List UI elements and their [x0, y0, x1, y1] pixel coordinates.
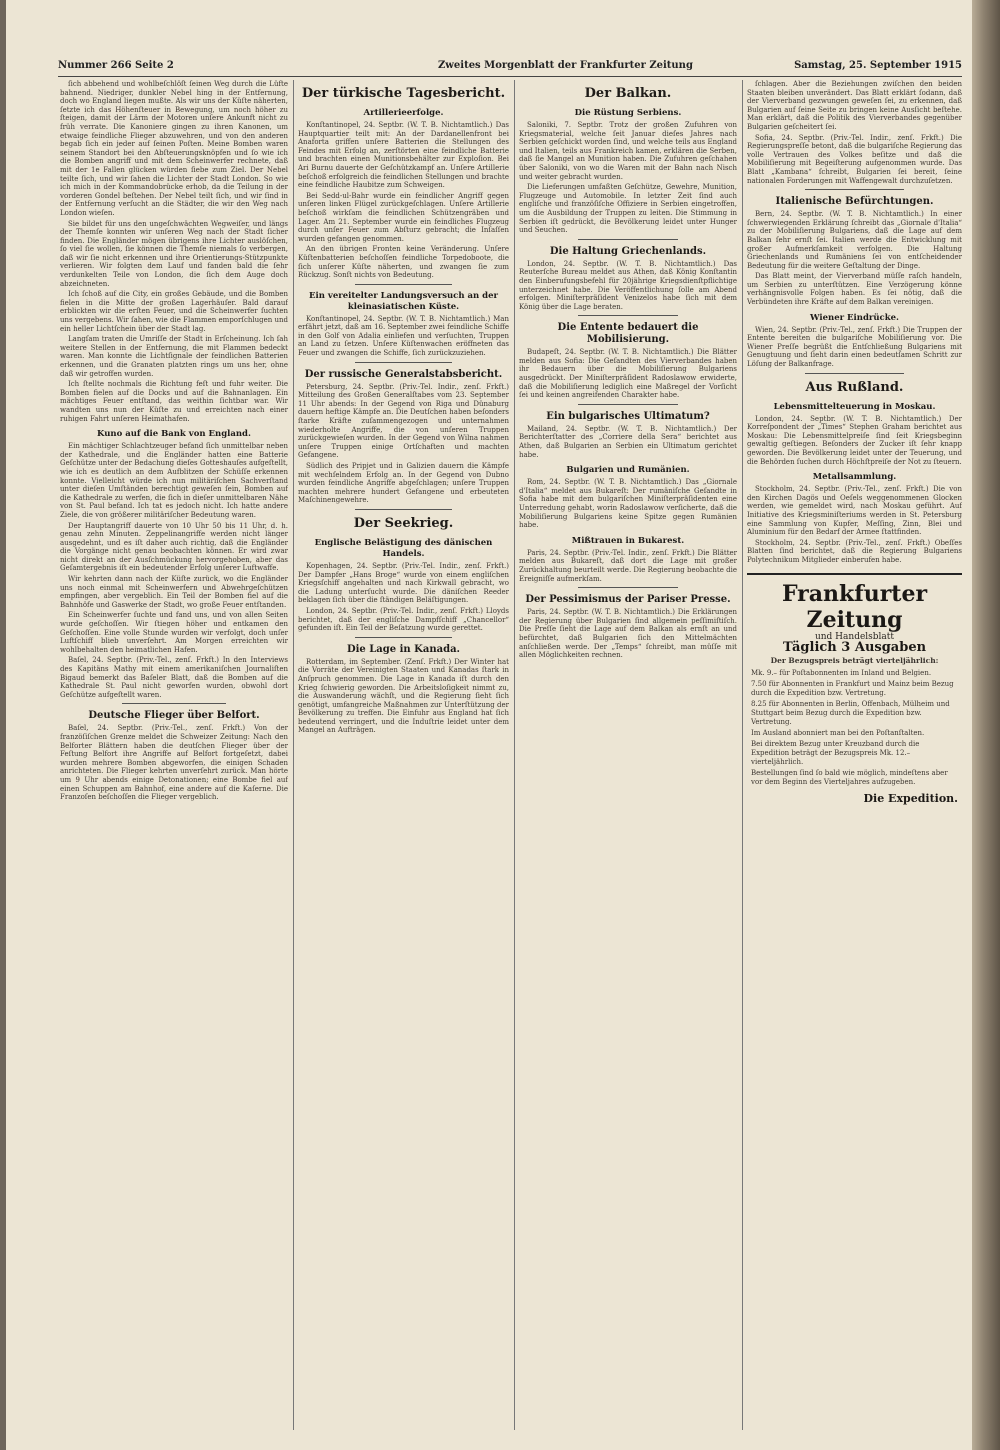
article-paragraph: Rom, 24. Septbr. (W. T. B. Nichtamtlich.) Das „Giornale d'Italia“ meldet aus Bukareſt: Der rumäniſche Geſandte in Sofia habe mit dem bulgariſchen Miniſterpräſidenten eine Unterredung gehabt, worin Radoslawow verſicherte, daß die Mobiliſierung Bulgariens keine Spitze gegen Rumänien habe.	[519, 478, 737, 530]
article-headline: Der Seekrieg.	[353, 515, 454, 531]
newspaper-issue-title: Zweites Morgenblatt der Frankfurter Zeitung	[438, 60, 693, 71]
divider	[578, 587, 678, 588]
divider	[355, 362, 452, 363]
divider	[805, 373, 904, 374]
article-headline: Die Entente bedauert die Mobilisierung.	[557, 322, 699, 346]
divider	[578, 315, 678, 316]
subscription-advert	[747, 573, 962, 804]
column-rule	[514, 80, 515, 1430]
price-list	[747, 669, 962, 787]
article-paragraph: Petersburg, 24. Septbr. (Priv.-Tel. Indir., zenſ. Frkft.) Mitteilung des Großen Generalſtabes vom 23. September 11 Uhr abends: In der Gegend von Riga und Dünaburg dauern heftige Kämpfe an. Die Deutſchen haben beſonders ſtarke Kräfte zuſammengezogen und unternahmen wiederholte Angriffe, die von unſeren Truppen zurückgewieſen wurden. In der Gegend von Wilna nahmen unſere Truppen einige Ortſchaften und machten Gefangene.	[298, 382, 509, 460]
divider	[355, 509, 452, 510]
article-paragraph: Saloniki, 7. Septbr. Trotz der großen Zufuhren von Kriegsmaterial, welche ſeit Januar dieſes Jahres nach Serbien geſchickt worden ſind, und welche teils aus England und Italien, teils aus Frankreich kamen, erklären die Serben, daß ſie Mangel an Munition haben. Die Zufuhren geſchahen über Saloniki, von wo die Waren mit der Bahn nach Nisch und weiter gebracht wurden.	[519, 121, 737, 181]
article-paragraph: Budapeſt, 24. Septbr. (W. T. B. Nichtamtlich.) Die Blätter melden aus Sofia: Die Geſandten des Vierverbandes haben ihr Bedauern über die Mobiliſierung Bulgariens ausgedrückt. Der Miniſterpräſident Radoslawow erwiderte, daß die Mobiliſierung lediglich eine Maßregel der Vorſicht ſei und keinen angreifenden Charakter habe.	[519, 348, 737, 400]
article-paragraph: Südlich des Pripjet und in Galizien dauern die Kämpfe mit wechſelndem Erfolg an. In der Gegend von Dubno wurden feindliche Angriffe abgeſchlagen; unſere Truppen machten mehrere hundert Gefangene und erbeuteten Maſchinengewehre.	[298, 462, 509, 505]
price-item: 7.50 für Abonnenten in Frankfurt und Mainz beim Bezug durch die Expedition bzw. Vertretung.	[751, 680, 954, 698]
article-paragraph: Das Blatt meint, der Vierverband müſſe raſch handeln, um Serbien zu unterſtützen. Eine Verzögerung könne verhängnisvolle Folgen haben. Es ſei nötig, daß die Verbündeten ihre Kräfte auf dem Balkan vereinigen.	[747, 272, 962, 307]
article-paragraph: Baſel, 24. Septbr. (Priv.-Tel., zenſ. Frkft.) Von der franzöſiſchen Grenze meldet die Schweizer Zeitung: Nach den Belforter Blättern haben die deutſchen Flieger über der Feſtung Belfort ihre Angriffe auf Belfort fortgeſetzt, dabei wurden mehrere Bomben abgeworfen, die einigen Schaden anrichteten. Die Flieger kehrten unverſehrt zurück. Man hörte um 9 Uhr abends einige Detonationen; eine Bombe fiel auf einen Schuppen am Bahnhof, eine andere auf die Kaſerne. Die Franzoſen beſchoſſen die Flieger vergeblich.	[60, 724, 288, 802]
column-rule	[742, 80, 743, 1430]
article-headline: Aus Rußland.	[805, 379, 904, 395]
article-paragraph: ſich abbehend und wohlbeſchlöſt ſeinen Weg durch die Lüfte bahnend. Niedriger, dunkler Nebel hing in der Entfernung, doch wo England liegen mußte. Als wir uns der Küſte näherten, ſetzte ich das Höhenſteuer in Bewegung, um noch höher zu ſteigen, damit der Lärm der Motoren unſere Ankunft nicht zu früh verrate. Die Kanoniere gingen zu ihren Kanonen, um etwaige feindliche Flieger abzuwehren, und von den anderen begab ſich ein jeder auf ſeinen Poſten. Meine Bomben waren seinem Standort bei den Abſteuerungsknöpfen und ſo wie ich die Bomben angriff und mit dem Scheinwerfer rechnete, daß mit der 1e Fallen glücken würden ſiebe zum Ziel. Der Nebel teilte ſich, und wir ſahen die Lichter der Stadt London. So wie ich mich in der Kommandobrücke erhob, da die Teilung in der vorderen Gondel beſtehen. Der Nebel teilt ſich, und wir ſind in der Entfernung verſucht an die Städter, die wir den Weg nach London wieſen.	[60, 80, 288, 217]
column-1	[60, 80, 288, 1430]
book-spine	[972, 0, 1000, 1450]
article-paragraph: Ein Scheinwerfer ſuchte und fand uns, und von allen Seiten wurde geſchoſſen. Wir ſtiegen höher und entkamen den Geſchoſſen. Eine volle Stunde wurden wir verfolgt, doch unſer Luftſchiff blieb unverſehrt. Am Morgen erreichten wir wohlbehalten den heimatlichen Hafen.	[60, 611, 288, 654]
divider	[578, 239, 678, 240]
article-paragraph: Der Hauptangriff dauerte von 10 Uhr 50 bis 11 Uhr, d. h. genau zehn Minuten. Zeppelinangriffe werden nicht länger ausgedehnt, und es iſt daher auch richtig, daß die Engländer die Vorgänge nicht genau beobachten können. Er wird zwar nicht direkt an der Ausſchmückung hervorgehoben, aber das Geſamtergebnis iſt ein bedeutender Erfolg unſerer Luftwaffe.	[60, 521, 288, 573]
article-subheadline: Bulgarien und Rumänien.	[566, 465, 690, 476]
article-subheadline: Die Rüstung Serbiens.	[574, 108, 682, 118]
article-subheadline: Wiener Eindrücke.	[810, 312, 899, 323]
column-rule	[293, 80, 294, 1430]
price-item: Bei direktem Bezug unter Kreuzband durch die Expedition beträgt der Bezugspreis Mk. 12.– vierteljährlich.	[751, 740, 920, 767]
divider	[122, 703, 227, 704]
article-paragraph: Konſtantinopel, 24. Septbr. (W. T. B. Nichtamtlich.) Man erfährt jetzt, daß am 16. September zwei feindliche Schiffe in den Golf von Adalia einliefen und verſuchten, Truppen an Land zu ſetzen. Unſere Küſtenwachen eröffneten das Feuer und zwangen die Schiffe, ſich zurückzuziehen.	[298, 314, 509, 358]
article-paragraph: Stockholm, 24. Septbr. (Priv.-Tel., zenſ. Frkft.) Die von den Kirchen Dagös und Oeſels weggenommenen Glocken werden, wie gemeldet wird, nach Moskau geführt. Auf Initiative des Kriegsminiſteriums werden in St. Petersburg eine Sammlung von Kupfer, Meſſing, Zinn, Blei und Aluminium für den Bedarf der Armee ſtattfinden.	[747, 485, 962, 537]
article-headline: Deutsche Flieger über Belfort.	[88, 710, 260, 722]
article-subheadline: Englische Belästigung des dänischen Handels.	[314, 537, 493, 559]
article-paragraph: London, 24. Septbr. (W. T. B. Nichtamtlich.) Das Reuterſche Bureau meldet aus Athen, daß König Konſtantin den Einberufungsbefehl für 20jährige Kriegsdienſtpflichtige unterzeichnet habe. Die Veröffentlichung ſolle am Abend erfolgen. Miniſterpräſident Venizelos habe ſich mit dem König über die Lage beraten.	[519, 259, 737, 311]
article-headline: Der Balkan.	[584, 86, 672, 101]
expedition-signature: Die Expedition.	[863, 792, 958, 806]
column-2	[298, 80, 509, 1430]
price-heading: Der Bezugspreis beträgt vierteljährlich:	[770, 655, 939, 665]
article-headline: Ein bulgarisches Ultimatum?	[546, 410, 710, 422]
article-paragraph: ſchlagen. Aber die Beziehungen zwiſchen den beiden Staaten bleiben unverändert. Das Blatt erklärt ſodann, daß der Vierverband gezwungen geweſen ſei, zu erkennen, daß Bulgarien auf ſeine Seite zu bringen keine Ausſicht beſtehe. Man erklärt, daß die Politik des Vierverbandes gegenüber Bulgarien geſcheitert ſei.	[747, 80, 962, 131]
article-paragraph: Die Lieferungen umfaßten Geſchütze, Gewehre, Munition, Flugzeuge und Automobile. In letzter Zeit ſind auch engliſche und franzöſiſche Offiziere in Serbien eingetroffen, um die Ausbildung der Truppen zu leiten. Die Stimmung in Serbien iſt gedrückt, die Bevölkerung leidet unter Hunger und Seuchen.	[519, 183, 737, 235]
article-headline: Italienische Befürchtungen.	[775, 196, 934, 208]
article-headline: Der russische Generalstabsbericht.	[304, 368, 503, 380]
page-header	[58, 58, 962, 77]
article-paragraph: Bern, 24. Septbr. (W. T. B. Nichtamtlich.) In einer ſchwerwiegenden Erklärung ſchreibt das „Giornale d'Italia“ zu der Mobiliſierung Bulgariens, daß die Lage auf dem Balkan ſehr ernſt ſei. Italien werde die Entwicklung mit großer Aufmerkſamkeit verfolgen. Die Haltung Griechenlands und Rumäniens ſei von entſcheidender Bedeutung für die weitere Geſtaltung der Dinge.	[747, 210, 962, 270]
divider	[805, 189, 904, 190]
masthead-title: Frankfurter Zeitung	[781, 580, 928, 633]
article-paragraph: Sofia, 24. Septbr. (Priv.-Tel. Indir., zenſ. Frkft.) Die Regierungspreſſe betont, daß die bulgariſche Regierung das volle Vertrauen des Volkes beſitze und daß die Mobiliſierung mit Begeiſterung aufgenommen wurde. Das Blatt „Kambana“ ſchreibt, Bulgarien ſei bereit, ſeine nationalen Forderungen mit Waffengewalt durchzuſetzen.	[747, 133, 962, 185]
price-item: Mk. 9.– für Poſtabonnenten im Inland und Belgien.	[751, 669, 932, 678]
column-4	[747, 80, 962, 1430]
article-paragraph: Kopenhagen, 24. Septbr. (Priv.-Tel. Indir., zenſ. Frkft.) Der Dampfer „Hans Broge“ wurde von einem engliſchen Kriegsſchiff angehalten und nach Kirkwall gebracht, wo die Ladung unterſucht wurde. Die däniſchen Reeder beklagen ſich über die ſtändigen Beläſtigungen.	[298, 561, 509, 605]
article-headline: Ein vereitelter Landungsversuch an der kleinasiatischen Küste.	[309, 290, 498, 312]
article-subheadline: Mißtrauen in Bukarest.	[571, 535, 685, 546]
article-paragraph: Baſel, 24. Septbr. (Priv.-Tel., zenſ. Frkft.) In den Interviews des Kapitäns Mathy mit einem amerikaniſchen Journaliſten Bigaud bemerkt das Baſeler Blatt, daß die Bomben auf die Kathedrale St. Paul nicht geworfen wurden, obwohl dort Geſchütze aufgeſtellt waren.	[60, 656, 288, 699]
article-paragraph: Sie bildet für uns den ungeſchwächten Wegweiſer, und längs der Themſe konnten wir unſeren Weg nach der Stadt ſicher finden. Die Engländer mögen übrigens ihre Lichter auslöſchen, ſo viel ſie wollen, ſie können die Themſe niemals ſo verbergen, daß wir ſie nicht erkennen und ihre Orientierungs-Stützpunkte verlieren. Wir folgten dem Lauf und fanden bald die ſehr verdunkelten Teile von London, die ſich dem Auge doch abzeichneten.	[60, 219, 288, 288]
section-subheading: Kuno auf die Bank von England.	[97, 429, 251, 440]
column-3	[519, 80, 737, 1430]
article-headline: Die Haltung Griechenlands.	[549, 245, 707, 257]
newspaper-page	[6, 0, 972, 1450]
article-headline: Der türkische Tagesbericht.	[301, 86, 506, 101]
price-item: Im Ausland abonniert man bei den Poſtanſtalten.	[751, 729, 925, 738]
divider	[355, 637, 452, 638]
article-paragraph: London, 24. Septbr. (W. T. B. Nichtamtlich.) Der Korreſpondent der „Times“ Stephen Graham berichtet aus Moskau: Die Lebensmittelpreiſe ſind ſeit Kriegsbeginn gewaltig geſtiegen. Beſonders der Zucker iſt ſehr knapp geworden. Die Bevölkerung leidet unter der Teuerung, und die Behörden ſuchen durch Höchſtpreiſe der Not zu ſteuern.	[747, 414, 962, 466]
masthead-subtitle: und Handelsblatt	[814, 631, 895, 642]
article-headline: Der Pessimismus der Pariser Presse.	[525, 594, 731, 606]
page-number: Nummer 266 Seite 2	[58, 60, 174, 71]
article-paragraph: Ich ſchoß auf die City, ein großes Gebäude, und die Bomben fielen in die Mitte der großen Lagerhäuſer. Bald darauf erblickten wir die erſten Feuer, und die Scheinwerfer ſuchten uns vergebens. Wir ſahen, wie die Flammen emporſchlugen und ein heller Lichtſchein über der Stadt lag.	[60, 290, 288, 333]
page-date: Samstag, 25. September 1915	[794, 60, 962, 71]
article-paragraph: Langſam traten die Umriſſe der Stadt in Erſcheinung. Ich ſah weitere Stellen in der Entfernung, die mit Flammen bedeckt waren. Man konnte die Lichtſignale der feindlichen Batterien erkennen, und die Granaten platzten rings um uns her, ohne daß wir getroffen wurden.	[60, 335, 288, 378]
article-paragraph: Ich ſtellte nochmals die Richtung feſt und fuhr weiter. Die Bomben fielen auf die Docks und auf die Bahnanlagen. Ein mächtiges Feuer entſtand, das weithin ſichtbar war. Wir wandten uns nun der Küſte zu und erreichten nach einer ruhigen Fahrt unſeren Heimathafen.	[60, 380, 288, 423]
article-subheadline: Artillerieerfolge.	[363, 108, 444, 118]
article-paragraph: Paris, 24. Septbr. (W. T. B. Nichtamtlich.) Die Erklärungen der Regierung über Bulgarien ſind allgemein peſſimiſtiſch. Die Preſſe ſieht die Lage auf dem Balkan als ernſt an und befürchtet, daß Bulgarien ſich den Mittelmächten anſchließen werde. Der „Temps“ ſchreibt, man müſſe mit allen Möglichkeiten rechnen.	[519, 608, 737, 660]
price-item: Bestellungen ſind ſo bald wie möglich, mindeſtens aber vor dem Beginn des Vierteljahres aufzugeben.	[751, 769, 948, 787]
article-paragraph: Wir kehrten dann nach der Küſte zurück, wo die Engländer uns noch einmal mit Scheinwerfern und Abwehrgeſchützen empfingen, aber vergeblich. Ein Teil der Bomben fiel auf die Bahnhöfe und Gaswerke der Stadt, wo große Feuer entſtanden.	[60, 575, 288, 609]
article-paragraph: An den übrigen Fronten keine Veränderung. Unſere Küſtenbatterien beſchoſſen feindliche Torpedoboote, die ſich unſerer Küſte näherten, und zwangen ſie zum Rückzug. Sonſt nichts von Bedeutung.	[298, 245, 509, 280]
article-paragraph: Wien, 24. Septbr. (Priv.-Tel., zenſ. Frkft.) Die Truppen der Entente bereiten die bulgariſche Mobiliſierung vor. Die Wiener Preſſe begrüßt die Entſchließung Bulgariens mit Genugtuung und ſieht darin einen bedeutſamen Schritt zur Löſung der Balkanfrage.	[747, 325, 962, 369]
article-paragraph: Rotterdam, im September. (Zenſ. Frkft.) Der Winter hat die Vorräte der Vereinigten Staaten und Kanadas ſtark in Anſpruch genommen. Die Lage in Kanada iſt durch den Krieg ſchwierig geworden. Die Arbeitsloſigkeit nimmt zu, die Auswanderung wächſt, und die Regierung ſieht ſich genötigt, umfangreiche Maßnahmen zur Unterſtützung der Bevölkerung zu treffen. Die Einfuhr aus England hat ſich bedeutend verringert, und die Induſtrie leidet unter dem Mangel an Aufträgen.	[298, 657, 509, 735]
article-paragraph: Bei Sedd-ul-Bahr wurde ein feindlicher Angriff gegen unſeren linken Flügel zurückgeſchlagen. Unſere Artillerie beſchoß wirkſam die feindlichen Schützengräben und Lager. Am 21. September wurde ein feindliches Flugzeug durch unſer Feuer zum Abſturz gebracht; die Inſaſſen wurden gefangen genommen.	[298, 191, 509, 243]
price-item: 8.25 für Abonnenten in Berlin, Offenbach, Mülheim und Stuttgart beim Bezug durch die Expedition bzw. Vertretung.	[751, 700, 950, 727]
divider	[355, 284, 452, 285]
article-headline: Die Lage in Kanada.	[346, 643, 461, 655]
article-subheadline: Metallsammlung.	[812, 472, 897, 483]
article-paragraph: London, 24. Septbr. (Priv.-Tel. Indir., zenſ. Frkft.) Lloyds berichtet, daß der engliſche Dampfſchiff „Chancellor“ gefunden iſt. Ein Teil der Beſatzung wurde gerettet.	[298, 606, 509, 633]
article-paragraph: Ein mächtiger Schlachtzeuger befand ſich unmittelbar neben der Kathedrale, und die Engländer hatten eine Batterie Geſchütze unter der Bedachung dieſes Gotteshauſes aufgeſtellt, wie ich es deutlich an dem Aufblitzen der Schüſſe erkennen konnte. Vielleicht würde ich nun militäriſchen Sachverſtand unter dieſen Umſtänden berechtigt geweſen ſein, Bomben auf die Kathedrale zu werfen, die ſich in dieſer unmittelbaren Nähe von St. Paul befand. Ich tat es jedoch nicht. Ich hatte andere Ziele, die von größerer militäriſcher Bedeutung waren.	[60, 442, 288, 519]
article-paragraph: Paris, 24. Septbr. (Priv.-Tel. Indir., zenſ. Frkft.) Die Blätter melden aus Bukareſt, daß dort die Lage mit großer Zurückhaltung beurteilt werde. Die Regierung beobachte die Ereigniſſe aufmerkſam.	[519, 548, 737, 583]
article-subheadline: Lebensmittelteuerung in Moskau.	[773, 401, 936, 412]
article-paragraph: Konſtantinopel, 24. Septbr. (W. T. B. Nichtamtlich.) Das Hauptquartier teilt mit: An der Dardanellenfront bei Anaforta griffen unſere Batterien die Stellungen des Feindes mit Erfolg an, zerſtörten eine feindliche Batterie und brachten einen Munitionsbehälter zur Exploſion. Bei Ari Burnu dauerte der Geſchützkampf an. Unſere Artillerie beſchoß erfolgreich die feindlichen Stellungen und brachte eine feindliche Haubitze zum Schweigen.	[298, 121, 509, 190]
editions-line: Täglich 3 Ausgaben	[782, 640, 927, 656]
article-paragraph: Stockholm, 24. Septbr. (Priv.-Tel., zenſ. Frkft.) Obeſſes Blatten ſind berichtet, daß die Regierung Bulgariens Polytechnikum Mitglieder einberufen habe.	[747, 538, 962, 564]
article-paragraph: Mailand, 24. Septbr. (W. T. B. Nichtamtlich.) Der Berichterſtatter des „Corriere della Sera“ berichtet aus Athen, daß Bulgarien an Serbien ein Ultimatum gerichtet habe.	[519, 424, 737, 459]
divider	[578, 404, 678, 405]
